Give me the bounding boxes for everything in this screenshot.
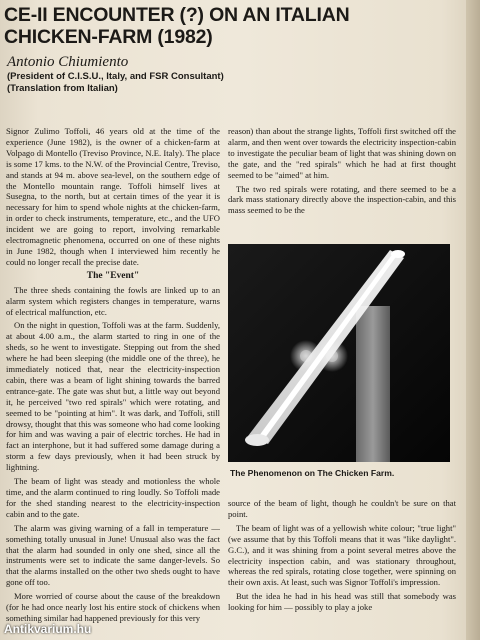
author-name: Antonio Chiumiento [7,54,129,70]
paragraph: The two red spirals were rotating, and there seemed to be a dark mass stationary directly above the inspection-cabin, and this mass seemed to be the [228,183,456,216]
author-affiliation [7,71,307,95]
affiliation-line: (President of C.I.S.U., Italy, and FSR Consultant) [7,71,224,82]
photo-caption: The Phenomenon on The Chicken Farm. [230,468,395,478]
title-line-1: CE-II ENCOUNTER (?) ON AN ITALIAN [4,4,350,26]
paragraph: reason) than about the strange lights, Toffoli first switched off the alarm, and then went over towards the electricity inspection-cabin to investigate the peculiar beam of light that was shining down on the gate, and the "red spirals" which he had at first thought seemed to be "aimed" at him. [228,126,456,180]
paragraph: The beam of light was steady and motionless the whole time, and the alarm continued to ring loudly. So Toffoli made for the shed standing nearest to the electricity-inspection cabin and to the gate. [6,476,220,519]
column-left [6,126,220,634]
paragraph: The beam of light was of a yellowish white colour; "true light" (we assume that by this Toffoli means that it was "like daylight". G.C.), and it was shining from a point several metres above the electricity inspection cabin, and was stationary throughout, whereas the red spirals, rotating close together, were spinning on their own axis. At least, such was Signor Toffoli's impression. [228,522,456,588]
paragraph: source of the beam of light, though he couldn't be sure on that point. [228,498,456,519]
phenomenon-photo [228,244,450,462]
site-watermark: Antikvarium.hu [4,622,92,636]
paragraph: But the idea he had in his head was still that somebody was looking for him — possibly to play a joke [228,591,456,613]
photo-illustration [228,244,450,462]
paragraph: The alarm was giving warning of a fall in temperature — something totally unusual in June! Unusual also was the fact that the alarm had sounded in only one shed, since all the instruments were set to indicate the same danger-levels. So that the alarms installed on the other two sheds ought to have gone off too. [6,522,220,588]
page-edge [466,0,480,640]
paragraph: The three sheds containing the fowls are linked up to an alarm system which registers changes in temperature, warns of electrical malfunction, etc. [6,284,220,317]
paragraph: More worried of course about the cause of the breakdown (for he had once nearly lost his entire stock of chickens when something similar had happened previously for this very [6,591,220,623]
title-line-2: CHICKEN-FARM (1982) [4,26,213,48]
column-right-bottom [228,498,456,638]
column-right-top [228,126,456,236]
translation-note: (Translation from Italian) [7,83,118,94]
paragraph: On the night in question, Toffoli was at the farm. Suddenly, at about 4.00 a.m., the alarm started to ring in one of the sheds, so he went to investigate. Stepping out from the shed where he had been sleeping (the middle one of the three), he immediately noticed that, near the electricity-inspection cabin, there was a beam of light shining towards the barred entrance-gate. The gate was shut but, a little way out beyond it, he perceived "two red spirals" which were rotating, and seemed to be "pointing at him". It was dark, and Toffoli, still drowsy, thought that this was someone who had come looking for him and was waving a pair of electric torches. He had in fact an interphone, but it had suffered some damage during a storm a few days previously, when it had been struck by lightning. [6,320,220,473]
paragraph: Signor Zulimo Toffoli, 46 years old at the time of the experience (June 1982), is the owner of a chicken-farm at Volpago di Montello (Treviso Province, N.E. Italy). The place is some 17 kms. to the N.W. of the Provincial Centre, Treviso, and stands at 94 m. above sea-level, on the southern edge of the Montello mountain range. Toffoli himself lives at Susegna, to the north, but at certain times of the year it is necessary for him to spend whole nights at the chicken-farm, in order to check instruments, temperature, etc., and the UFO incident we are going to report, involving remarkable electromagnetic phenomena, occurred on one of these nights in June 1982, though when I interviewed him recently he could no longer recall the precise date. [6,126,220,267]
section-heading: The "Event" [86,270,140,281]
article-title [4,4,464,48]
